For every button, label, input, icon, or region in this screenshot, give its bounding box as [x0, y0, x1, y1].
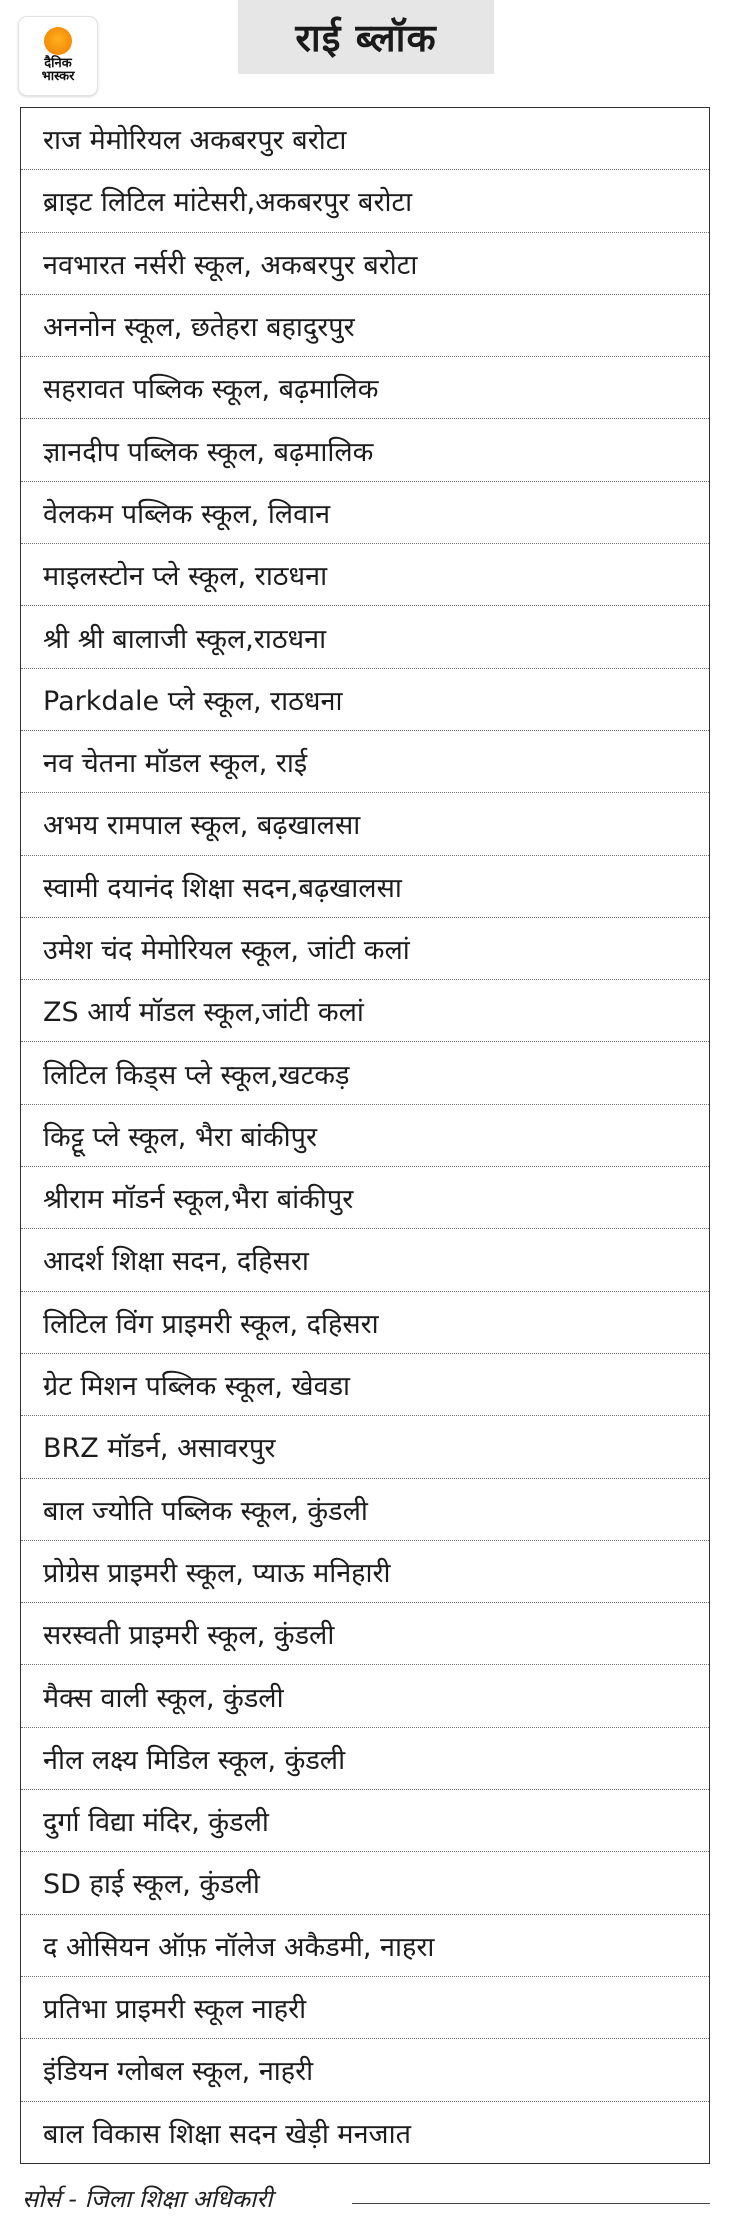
- school-row: Parkdale प्ले स्कूल, राठधना: [21, 669, 709, 731]
- school-row: आदर्श शिक्षा सदन, दहिसरा: [21, 1229, 709, 1291]
- school-row: बाल ज्योति पब्लिक स्कूल, कुंडली: [21, 1479, 709, 1541]
- footer-divider: [352, 2203, 710, 2204]
- school-row: लिटिल विंग प्राइमरी स्कूल, दहिसरा: [21, 1292, 709, 1354]
- school-row: माइलस्टोन प्ले स्कूल, राठधना: [21, 544, 709, 606]
- school-row: नवभारत नर्सरी स्कूल, अकबरपुर बरोटा: [21, 233, 709, 295]
- logo-text: दैनिक भास्कर: [41, 56, 75, 84]
- school-row: SD हाई स्कूल, कुंडली: [21, 1852, 709, 1914]
- school-row: ब्राइट लिटिल मांटेसरी,अकबरपुर बरोटा: [21, 170, 709, 232]
- school-list-table: [20, 107, 710, 2164]
- school-row: सहरावत पब्लिक स्कूल, बढ़मालिक: [21, 357, 709, 419]
- school-row: उमेश चंद मेमोरियल स्कूल, जांटी कलां: [21, 918, 709, 980]
- school-row: दुर्गा विद्या मंदिर, कुंडली: [21, 1790, 709, 1852]
- dainik-bhaskar-logo: [18, 16, 98, 96]
- school-row: अभय रामपाल स्कूल, बढ़खालसा: [21, 793, 709, 855]
- school-row: प्रोग्रेस प्राइमरी स्कूल, प्याऊ मनिहारी: [21, 1541, 709, 1603]
- school-row: श्री श्री बालाजी स्कूल,राठधना: [21, 606, 709, 668]
- school-row: इंडियन ग्लोबल स्कूल, नाहरी: [21, 2039, 709, 2101]
- school-row: स्वामी दयानंद शिक्षा सदन,बढ़खालसा: [21, 856, 709, 918]
- sun-logo-icon: [44, 27, 72, 55]
- school-row: सरस्वती प्राइमरी स्कूल, कुंडली: [21, 1603, 709, 1665]
- school-row: BRZ मॉडर्न, असावरपुर: [21, 1416, 709, 1478]
- school-row: ZS आर्य मॉडल स्कूल,जांटी कलां: [21, 980, 709, 1042]
- school-row: द ओसियन ऑफ़ नॉलेज अकैडमी, नाहरा: [21, 1915, 709, 1977]
- school-list: [21, 108, 709, 2163]
- school-row: लिटिल किड्स प्ले स्कूल,खटकड़: [21, 1042, 709, 1104]
- source-credit: सोर्स - जिला शिक्षा अधिकारी: [22, 2185, 273, 2213]
- block-title-banner: [238, 0, 494, 74]
- school-row: अननोन स्कूल, छतेहरा बहादुरपुर: [21, 295, 709, 357]
- school-row: राज मेमोरियल अकबरपुर बरोटा: [21, 108, 709, 170]
- school-row: किट्टू प्ले स्कूल, भैरा बांकीपुर: [21, 1105, 709, 1167]
- school-row: प्रतिभा प्राइमरी स्कूल नाहरी: [21, 1977, 709, 2039]
- school-row: श्रीराम मॉडर्न स्कूल,भैरा बांकीपुर: [21, 1167, 709, 1229]
- school-row: ज्ञानदीप पब्लिक स्कूल, बढ़मालिक: [21, 419, 709, 481]
- school-row: ग्रेट मिशन पब्लिक स्कूल, खेवडा: [21, 1354, 709, 1416]
- school-row: वेलकम पब्लिक स्कूल, लिवान: [21, 482, 709, 544]
- school-row: नील लक्ष्य मिडिल स्कूल, कुंडली: [21, 1728, 709, 1790]
- block-title: राई ब्लॉक: [295, 16, 437, 60]
- school-row: नव चेतना मॉडल स्कूल, राई: [21, 731, 709, 793]
- school-row: मैक्स वाली स्कूल, कुंडली: [21, 1665, 709, 1727]
- school-row: बाल विकास शिक्षा सदन खेड़ी मनजात: [43, 2118, 411, 2150]
